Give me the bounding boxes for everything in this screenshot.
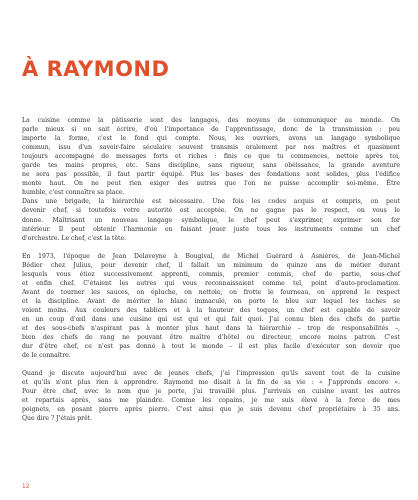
text-line: en un coup d'œil dans une cuisine qui est qui et qui fait quoi. J'ai connu bien des chefs de partie bbox=[22, 315, 400, 323]
text-line: En 1973, l'époque de Jean Delaveyne à Bougival, de Michel Guérard à Asnières, de Jean-Michel bbox=[22, 252, 400, 260]
text-line: humble, c'est connaître sa place. bbox=[22, 189, 125, 197]
text-line: Avant de tourner les sauces, on épluche, on nettoie, on frotte le fourneau, on apprend le respect bbox=[22, 288, 400, 296]
text-line: de le connaître. bbox=[22, 352, 71, 360]
text-line: intérieur. Il peut obtenir l'harmonie en faisant jouer juste tous les instruments comme un chef bbox=[22, 225, 400, 233]
text-line: monte haut. On ne peut rien exiger des autres que l'on ne puisse accomplir soi-même. Être bbox=[22, 180, 400, 188]
text-line: commun, issu d'un savoir-faire séculaire souvent transmis oralement par nos maîtres et quasiment bbox=[22, 144, 400, 152]
text-line: devenir chef, si toutefois votre autorité est acceptée. On ne gagne pas le respect, on vous le bbox=[22, 207, 400, 215]
body-text bbox=[22, 116, 400, 424]
text-line: Quand je discute aujourd'hui avec de jeunes chefs, j'ai l'impression qu'ils savent tout de la cuisine bbox=[22, 370, 400, 378]
text-line: garde tes mains propres, etc. Sans discipline, sans rigueur, sans obéissance, la grande aventure bbox=[22, 162, 400, 170]
text-line: parle mieux si on sait écrire, d'où l'importance de l'apprentissage, donc de la transmission : peu bbox=[22, 126, 400, 134]
paragraph-1 bbox=[22, 116, 400, 197]
text-line: et repartais après, sans me plaindre. Comme les copains, je me suis élevé à la force de mes bbox=[22, 397, 400, 405]
text-line: bien des chefs de rang ne pouvant être maître d'hôtel ou directeur, encore moins patron. C'est bbox=[22, 334, 400, 342]
text-line: d'orchestre. Le chef, c'est la tête. bbox=[22, 234, 127, 242]
text-line: ne sera pas possible, il faut partir équipé. Plus les bases des fondations sont solides, plus l'édifice bbox=[22, 171, 400, 179]
text-line: et des sous-chefs n'aspirant pas à monter plus haut dans la hiérarchie – trop de responsabilités –, bbox=[22, 325, 400, 333]
text-line: dur d'être chef, ce n'est pas donné à tout le monde – il est plus facile d'exécuter son devoir que bbox=[22, 343, 400, 351]
text-line: et qu'ils n'ont plus rien à apprendre. Raymond me disait à la fin de sa vie : « J'apprends encore ». bbox=[22, 379, 400, 387]
text-line: poignets, en posant pierre après pierre. C'est ainsi que je suis devenu chef propriétaire à 35 ans. bbox=[22, 406, 400, 414]
text-line: lesquels vous étiez successivement apprenti, commis, premier commis, chef de partie, sous-chef bbox=[22, 270, 400, 278]
text-line: et la discipline. Avant de mériter le blanc immaculé, on porte le bleu sur lequel les taches se bbox=[22, 297, 400, 305]
text-line: toujours accompagné de messages forts et riches : finis ce que tu commences, nettoie après toi, bbox=[22, 153, 400, 161]
page-number: 12 bbox=[22, 484, 30, 490]
chapter-title: À RAYMOND bbox=[22, 57, 170, 81]
text-line: donne. Maîtrisant un nouveau langage symbolique, le chef peut s'exprimer, exprimer son for bbox=[22, 216, 400, 224]
text-line: La cuisine comme la pâtisserie sont des langages, des moyens de communiquer au monde. On bbox=[22, 117, 400, 124]
paragraph-4 bbox=[22, 369, 400, 423]
paragraph-3 bbox=[22, 252, 400, 361]
text-line: importe la forme, c'est le fond qui compte. Nous, les ouvriers, avons un langage symbolique bbox=[22, 135, 400, 143]
text-line: Dans une brigade, la hiérarchie est nécessaire. Une fois les codes acquis et compris, on peut bbox=[22, 198, 400, 206]
text-line: Bédier chez Julius, pour devenir chef, il fallait un minimum de quinze ans de métier durant bbox=[22, 261, 400, 269]
text-line: Pour être chef, avec le nom que je porte, j'ai travaillé plus. J'arrivais en cuisine avant les autres bbox=[22, 388, 400, 396]
paragraph-2 bbox=[22, 197, 400, 242]
text-line: voient moins. Aux couleurs des tabliers et à la hauteur des toques, un chef est capable de savoir bbox=[22, 306, 400, 314]
text-line: Que dire ? J'étais prêt. bbox=[22, 415, 93, 423]
text-line: et enfin chef. C'étaient les autres qui vous reconnaissaient comme tel, point d'auto-proclamation. bbox=[22, 279, 400, 287]
